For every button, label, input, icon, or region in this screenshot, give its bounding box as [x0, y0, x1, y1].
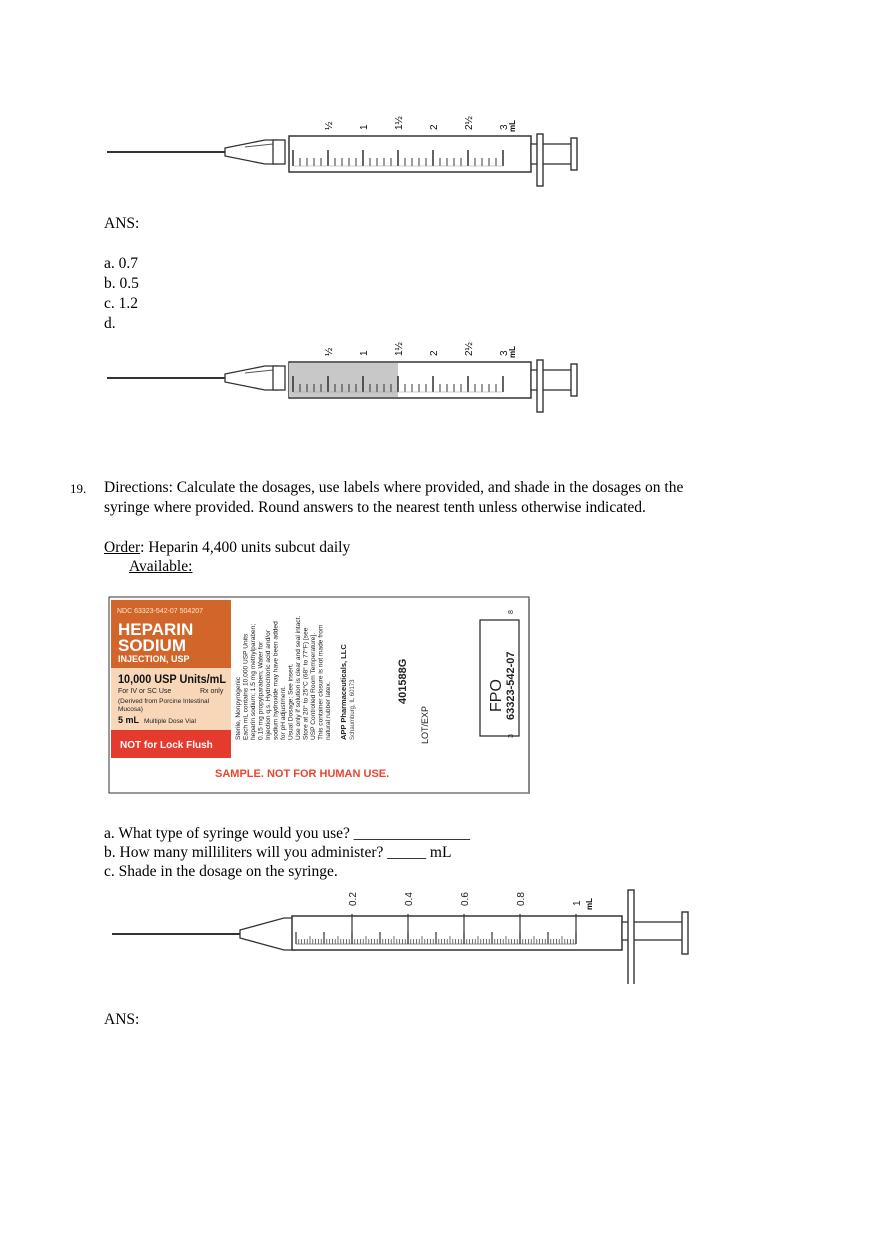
desc-line-6: sodium hydroxide may have been added: [272, 621, 280, 740]
desc-line-1: Sterile, Nonpyrogenic: [235, 676, 242, 740]
syringe-1ml: [110, 880, 730, 984]
desc-line-5: Injection q.s. Hydrochloric acid and/or: [265, 630, 272, 740]
desc-line-10: Store at 20° to 25°C (68° to 77°F) [see: [302, 627, 310, 740]
barrel-tip: [273, 366, 285, 390]
question-b: b. How many milliliters will you administer? _____ mL: [104, 844, 452, 861]
syringe-3ml-top: [105, 100, 590, 192]
desc-line-13: natural rubber latex.: [325, 681, 332, 740]
scale-label: 1½: [394, 116, 405, 130]
ans-label-q18: ANS:: [104, 215, 140, 232]
answer-a: a. 0.7: [104, 255, 139, 272]
scale-label: 0.2: [348, 892, 359, 906]
company-text: APP Pharmaceuticals, LLC: [339, 644, 348, 740]
answer-b: b. 0.5: [104, 275, 139, 292]
question-a: a. What type of syringe would you use? _______________: [104, 825, 471, 842]
desc-line-12: This container closure is not made from: [317, 624, 325, 740]
scale-label: 1: [359, 124, 370, 130]
barrel-tip: [273, 140, 285, 164]
derived-line-1: (Derived from Porcine Intestinal: [118, 698, 210, 705]
drug-name-3: INJECTION, USP: [118, 654, 190, 664]
route-text: For IV or SC Use: [118, 688, 172, 695]
heparin-label: [108, 596, 532, 796]
answer-c: c. 1.2: [104, 295, 139, 312]
barcode-left: 3: [508, 734, 515, 738]
scale-label: 2½: [464, 116, 475, 130]
desc-line-11: USP Controlled Room Temperature].: [310, 632, 317, 740]
fpo-text: FPO: [488, 679, 505, 712]
lot-number: 401588G: [397, 658, 409, 704]
barcode-number: 63323-542-07: [505, 651, 517, 720]
scale-label: ½: [324, 121, 335, 130]
desc-line-2: Each mL contains 10,000 USP Units: [242, 633, 250, 740]
rx-text: Rx only: [200, 688, 224, 695]
question-c: c. Shade in the dosage on the syringe.: [104, 863, 338, 880]
answer-d: d.: [104, 315, 116, 332]
desc-line-4: 0.15 mg propylparaben; Water for: [257, 641, 265, 740]
scale-label: 1½: [394, 342, 405, 356]
desc-line-7: for pH adjustment.: [280, 686, 287, 740]
finger-flange: [628, 890, 634, 984]
finger-flange: [537, 360, 543, 412]
question-number: 19.: [70, 481, 87, 496]
order-text: : Heparin 4,400 units subcut daily: [140, 539, 351, 556]
needle-hub: [225, 366, 277, 390]
order-line: [104, 538, 350, 558]
drug-name-1: HEPARIN: [118, 620, 194, 639]
scale-label: 2: [429, 350, 440, 356]
scale-unit: mL: [508, 120, 517, 132]
scale-label: ½: [324, 347, 335, 356]
syringe-3ml-shaded: [105, 326, 590, 418]
desc-line-9: Use only if solution is clear and seal intact.: [295, 615, 302, 740]
barrel: [292, 916, 622, 950]
scale-unit: mL: [585, 898, 594, 910]
barrel: [289, 136, 531, 172]
desc-line-8: Usual Dosage: See insert.: [287, 663, 295, 740]
warning-text: NOT for Lock Flush: [120, 740, 213, 751]
lot-exp-text: LOT/EXP: [420, 705, 430, 744]
ndc-text: NDC 63323-542-07 504207: [117, 608, 204, 615]
directions-line-1: Directions: Calculate the dosages, use labels where provided, and shade in the dosages on the: [104, 479, 684, 496]
scale-label: 1: [359, 350, 370, 356]
syringe-1ml-drawing: [112, 890, 688, 984]
ans-label-q19: ANS:: [104, 1011, 140, 1028]
city-text: Schaumburg, IL 60173: [350, 679, 356, 740]
available-colon: :: [188, 558, 193, 575]
vial-text: Multiple Dose Vial: [144, 718, 196, 725]
available-line: [129, 557, 192, 577]
scale-label: 3: [499, 124, 510, 130]
desc-line-3: heparin sodium; 1.5 mg methylparaben;: [250, 623, 257, 740]
volume-text: 5 mL: [118, 715, 140, 725]
directions-line-2: syringe where provided. Round answers to the nearest tenth unless otherwise indicated.: [104, 499, 646, 516]
scale-label: 2½: [464, 342, 475, 356]
scale-label: 2: [429, 124, 440, 130]
plunger-thumb: [571, 138, 577, 170]
plunger-thumb: [682, 912, 688, 954]
scale-label: 0.6: [460, 892, 471, 906]
derived-line-2: Mucosa): [118, 706, 143, 713]
order-label: Order: [104, 539, 141, 556]
plunger-thumb: [571, 364, 577, 396]
scale-label: 0.8: [516, 892, 527, 906]
syringe-3ml-drawing: [107, 115, 577, 186]
scale-label: 3: [499, 350, 510, 356]
scale-label: 0.4: [404, 892, 415, 906]
sample-text: SAMPLE. NOT FOR HUMAN USE.: [215, 768, 390, 780]
needle-hub: [240, 918, 296, 950]
drug-name-2: SODIUM: [118, 636, 186, 655]
scale-unit: mL: [508, 346, 517, 358]
strength-text: 10,000 USP Units/mL: [118, 672, 226, 686]
available-label: Available: [129, 558, 189, 575]
syringe-3ml-shaded-drawing: [107, 341, 577, 412]
finger-flange: [537, 134, 543, 186]
barcode-right: 8: [508, 610, 515, 614]
needle-hub: [225, 140, 277, 164]
scale-label: 1: [572, 900, 583, 906]
